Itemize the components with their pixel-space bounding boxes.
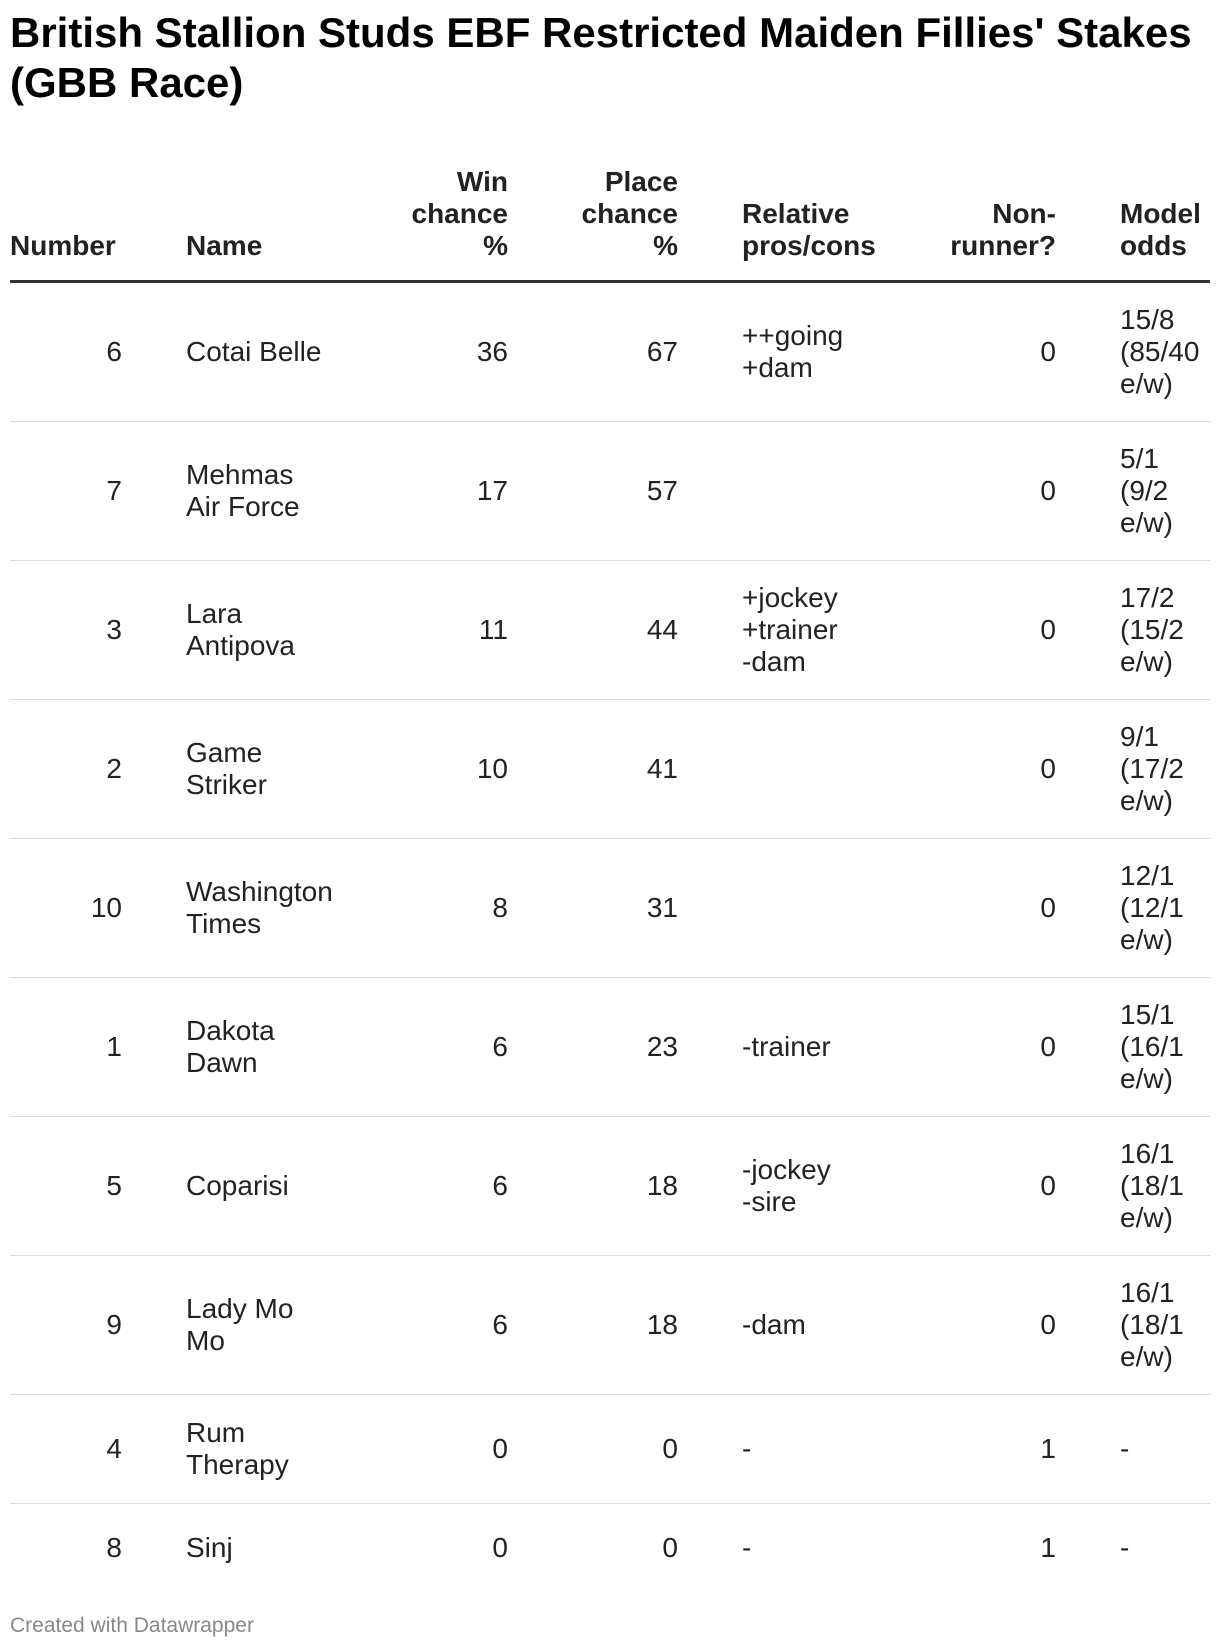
cell-gap	[678, 700, 742, 839]
cell-place-chance: 0	[662, 1532, 678, 1563]
cell-gap	[678, 561, 742, 700]
cell-model-odds: 16/1 (18/1 e/w)	[1120, 1117, 1210, 1256]
cell-model-odds: 16/1 (18/1 e/w)	[1120, 1256, 1210, 1395]
cell-gap	[122, 978, 186, 1117]
cell-relative-pros-cons: -jockey -sire	[742, 1117, 922, 1256]
cell-non-runner: 0	[922, 1256, 1056, 1395]
cell-model-odds: 15/8 (85/40 e/w)	[1120, 282, 1210, 422]
cell-name: Sinj	[186, 1532, 233, 1563]
chart-title: British Stallion Studs EBF Restricted Maiden Fillies' Stakes (GBB Race)	[10, 9, 1192, 106]
cell-place-chance: 44	[508, 561, 678, 700]
cell-place-chance: 18	[508, 1117, 678, 1256]
cell-gap	[678, 1256, 742, 1395]
table-row	[10, 561, 1210, 700]
table-row	[10, 978, 1210, 1117]
cell-non-runner: 0	[922, 700, 1056, 839]
cell-model-odds: 9/1 (17/2 e/w)	[1120, 700, 1210, 839]
cell-gap	[122, 1256, 186, 1395]
cell-gap	[1056, 1504, 1120, 1593]
cell-place-chance: 0	[508, 1395, 678, 1504]
cell-win-chance: 6	[372, 978, 508, 1117]
cell-gap	[122, 1504, 186, 1593]
cell-win-chance: 11	[372, 561, 508, 700]
cell-gap	[1056, 561, 1120, 700]
cell-gap	[1056, 700, 1120, 839]
cell-gap	[678, 422, 742, 561]
cell-non-runner: 0	[922, 1117, 1056, 1256]
header-model-odds[interactable]: Model odds	[1120, 160, 1210, 282]
cell-win-chance: 6	[372, 1117, 508, 1256]
cell-place-chance: 41	[508, 700, 678, 839]
header-name[interactable]: Name	[186, 160, 372, 282]
header-number[interactable]: Number	[10, 160, 122, 282]
cell-name: Game Striker	[186, 700, 372, 839]
cell-non-runner: 0	[922, 282, 1056, 422]
cell-gap	[1056, 1395, 1120, 1504]
cell-gap	[678, 282, 742, 422]
cell-name: Washington Times	[186, 839, 372, 978]
cell-gap	[122, 700, 186, 839]
cell-gap	[122, 282, 186, 422]
table-row	[10, 1504, 1210, 1593]
cell-win-chance: 6	[372, 1256, 508, 1395]
cell-gap	[1056, 1117, 1120, 1256]
footer-credit: Created with Datawrapper	[10, 1614, 254, 1637]
cell-relative-pros-cons	[742, 422, 922, 561]
cell-relative-pros-cons	[742, 700, 922, 839]
cell-gap	[1056, 978, 1120, 1117]
cell-number: 6	[10, 282, 122, 422]
table-row	[10, 282, 1210, 422]
cell-win-chance: 10	[372, 700, 508, 839]
cell-non-runner: 0	[922, 561, 1056, 700]
cell-win-chance: 0	[492, 1532, 508, 1563]
table-row	[10, 839, 1210, 978]
cell-win-chance: 8	[372, 839, 508, 978]
cell-place-chance: 57	[508, 422, 678, 561]
cell-gap	[122, 561, 186, 700]
cell-gap	[122, 1117, 186, 1256]
table-row	[10, 1117, 1210, 1256]
runners-table	[10, 160, 1210, 1592]
header-place-chance[interactable]: Place chance %	[508, 160, 678, 282]
cell-model-odds: 17/2 (15/2 e/w)	[1120, 561, 1210, 700]
table-row	[10, 700, 1210, 839]
cell-name: Lara Antipova	[186, 561, 372, 700]
cell-model-odds: -	[1120, 1395, 1210, 1504]
cell-gap	[678, 1504, 742, 1593]
cell-non-runner: 1	[922, 1395, 1056, 1504]
cell-relative-pros-cons	[742, 839, 922, 978]
cell-gap	[1056, 422, 1120, 561]
cell-number: 10	[10, 839, 122, 978]
cell-model-odds: 15/1 (16/1 e/w)	[1120, 978, 1210, 1117]
cell-gap	[1056, 1256, 1120, 1395]
cell-model-odds: -	[1120, 1532, 1130, 1563]
cell-non-runner: 0	[922, 422, 1056, 561]
cell-relative-pros-cons: -	[742, 1532, 752, 1563]
cell-relative-pros-cons: +jockey +trainer -dam	[742, 561, 922, 700]
header-row	[10, 160, 1210, 282]
cell-relative-pros-cons: -dam	[742, 1256, 922, 1395]
cell-number: 4	[10, 1395, 122, 1504]
cell-name: Rum Therapy	[186, 1395, 372, 1504]
cell-name: Lady Mo Mo	[186, 1256, 372, 1395]
cell-relative-pros-cons: -trainer	[742, 978, 922, 1117]
cell-gap	[122, 422, 186, 561]
cell-gap	[122, 1395, 186, 1504]
cell-number: 8	[106, 1532, 122, 1563]
table-row	[10, 1395, 1210, 1504]
header-gap	[678, 160, 742, 282]
cell-gap	[1056, 839, 1120, 978]
cell-name: Cotai Belle	[186, 282, 372, 422]
cell-number: 2	[10, 700, 122, 839]
cell-place-chance: 31	[508, 839, 678, 978]
cell-number: 1	[10, 978, 122, 1117]
cell-place-chance: 23	[508, 978, 678, 1117]
cell-place-chance: 67	[508, 282, 678, 422]
cell-non-runner: 1	[1040, 1532, 1056, 1563]
table-row	[10, 422, 1210, 561]
header-gap	[1056, 160, 1120, 282]
cell-number: 3	[10, 561, 122, 700]
cell-gap	[122, 839, 186, 978]
cell-gap	[678, 1117, 742, 1256]
cell-name: Dakota Dawn	[186, 978, 372, 1117]
cell-non-runner: 0	[922, 839, 1056, 978]
cell-number: 5	[10, 1117, 122, 1256]
cell-non-runner: 0	[922, 978, 1056, 1117]
cell-relative-pros-cons: -	[742, 1395, 922, 1504]
cell-gap	[678, 978, 742, 1117]
cell-win-chance: 36	[372, 282, 508, 422]
cell-win-chance: 17	[372, 422, 508, 561]
cell-place-chance: 18	[508, 1256, 678, 1395]
cell-name: Coparisi	[186, 1117, 372, 1256]
cell-model-odds: 12/1 (12/1 e/w)	[1120, 839, 1210, 978]
cell-win-chance: 0	[372, 1395, 508, 1504]
header-relative-pros-cons[interactable]: Relative pros/cons	[742, 160, 922, 282]
cell-relative-pros-cons: ++going +dam	[742, 282, 922, 422]
cell-number: 7	[10, 422, 122, 561]
header-non-runner[interactable]: Non- runner?	[922, 160, 1056, 282]
cell-name: Mehmas Air Force	[186, 422, 372, 561]
header-gap	[122, 160, 186, 282]
cell-gap	[1056, 282, 1120, 422]
cell-model-odds: 5/1 (9/2 e/w)	[1120, 422, 1210, 561]
cell-number: 9	[10, 1256, 122, 1395]
header-win-chance[interactable]: Win chance %	[372, 160, 508, 282]
table-row	[10, 1256, 1210, 1395]
cell-gap	[678, 839, 742, 978]
cell-gap	[678, 1395, 742, 1504]
table-body	[10, 282, 1210, 1593]
